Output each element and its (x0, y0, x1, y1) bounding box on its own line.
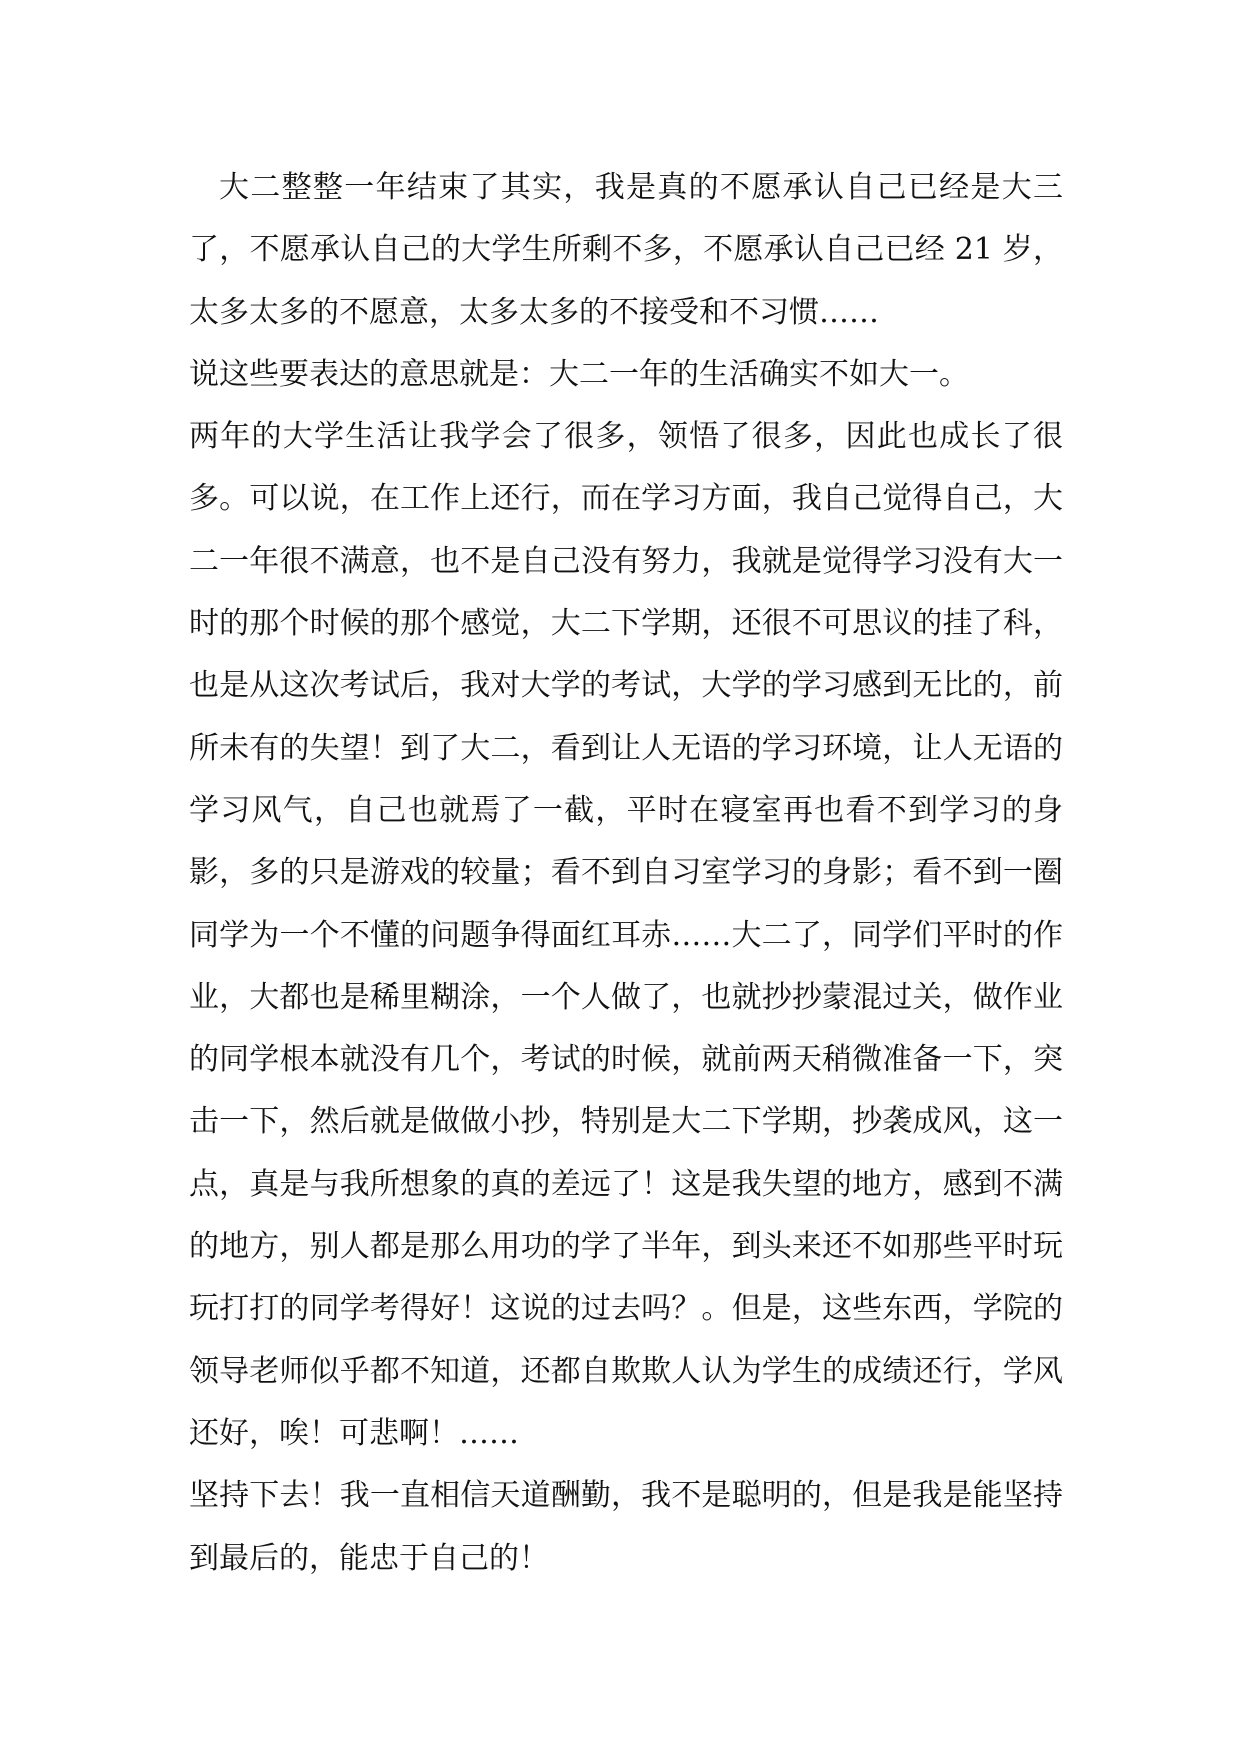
document-body (189, 157, 1063, 1590)
paragraph-2: 说这些要表达的意思就是：大二一年的生活确实不如大一。 (189, 356, 969, 392)
paragraph-3: 两年的大学生活让我学会了很多，领悟了很多，因此也成长了很多。可以说，在工作上还行，而在学习方面，我自己觉得自己，大二一年很不满意，也不是自己没有努力，我就是觉得学习没有大一时的那个时候的那个感觉，大二下学期，还很不可思议的挂了科，也是从这次考试后，我对大学的考试，大学的学习感到无比的，前所未有的失望！到了大二，看到让人无语的学习环境，让人无语的学习风气，自己也就焉了一截，平时在寝室再也看不到学习的身影，多的只是游戏的较量；看不到自习室学习的身影；看不到一圈同学为一个不懂的问题争得面红耳赤……大二了，同学们平时的作业，大都也是稀里糊涂，一个人做了，也就抄抄蒙混过关，做作业的同学根本就没有几个，考试的时候，就前两天稍微准备一下，突击一下，然后就是做做小抄，特别是大二下学期，抄袭成风，这一点，真是与我所想象的真的差远了！这是我失望的地方，感到不满的地方，别人都是那么用功的学了半年，到头来还不如那些平时玩玩打打的同学考得好！这说的过去吗？。但是，这些东西，学院的领导老师似乎都不知道，还都自欺欺人认为学生的成绩还行，学风还好，唉！可悲啊！…… (189, 419, 1063, 1451)
paragraph-1: 大二整整一年结束了其实，我是真的不愿承认自己已经是大三了，不愿承认自己的大学生所剩不多，不愿承认自己已经 21 岁，太多太多的不愿意，太多太多的不接受和不习惯…… (189, 170, 1063, 330)
paragraph-4: 坚持下去！我一直相信天道酬勤，我不是聪明的，但是我是能坚持到最后的，能忠于自己的！ (189, 1478, 1063, 1576)
